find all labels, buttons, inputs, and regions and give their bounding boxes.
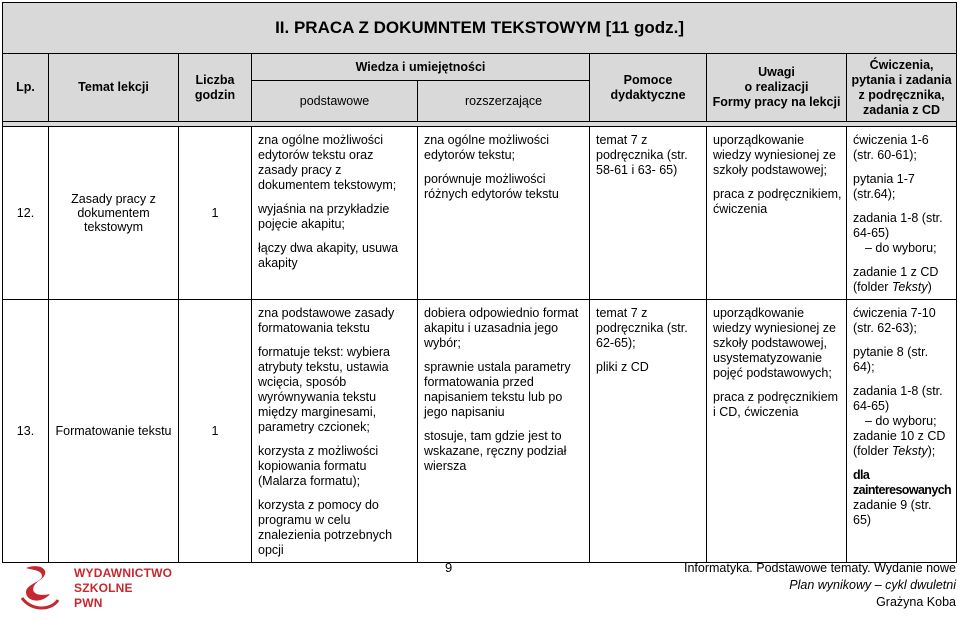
list-item: zna ogólne możliwości edytorów tekstu oraz zasady pracy z dokumentem tekstowym; — [258, 133, 397, 192]
lesson-plan-table — [2, 2, 957, 563]
list-item: ćwiczenia 1-6 (str. 60-61); — [853, 133, 929, 162]
list-item: zna podstawowe zasady formatowania tekstu — [258, 306, 395, 335]
list-item: pliki z CD — [596, 360, 649, 374]
list-item: zadania 1-8 (str. 64-65) — [853, 384, 943, 413]
list-item: łączy dwa akapity, usuwa akapity — [258, 241, 399, 270]
list-item: uporządkowanie wiedzy wyniesionej ze szkoły podstawowej; — [713, 133, 836, 177]
list-item: stosuje, tam gdzie jest to wskazane, ręczny podział wiersza — [424, 429, 567, 473]
header-pomoce: Pomoce dydaktyczne — [590, 54, 707, 122]
closing-paren: ) — [927, 280, 932, 294]
cd-task-text: zadanie 10 z CD (folder — [853, 429, 946, 458]
row-rozszerzajace — [418, 127, 590, 300]
list-item: dla zainteresowanych — [853, 468, 952, 497]
list-item: praca z podręcznikiem i CD, ćwiczenia — [713, 390, 839, 419]
header-formy: Formy pracy na lekcji — [712, 95, 841, 109]
logo-line-2: SZKOLNE — [74, 581, 133, 595]
publisher-logo — [12, 558, 173, 618]
header-temat: Temat lekcji — [49, 54, 179, 122]
row-liczba: 1 — [179, 127, 252, 300]
list-item: korzysta z pomocy do programu w celu znalezienia potrzebnych opcji — [258, 498, 393, 557]
list-item: temat 7 z podręcznika (str. 58-61 i 63- 65) — [596, 133, 688, 177]
row-pomoce — [590, 300, 707, 563]
page-number: 9 — [445, 560, 453, 575]
header-podstawowe: podstawowe — [252, 81, 418, 122]
publisher-logo-mark — [12, 558, 68, 618]
header-cwiczenia: Ćwiczenia, pytania i zadania z podręcznika, zadania z CD — [847, 54, 957, 122]
row-rozszerzajace — [418, 300, 590, 563]
header-rozszerzajace: rozszerzające — [418, 81, 590, 122]
folder-name: Teksty — [891, 280, 928, 294]
list-item: dobiera odpowiednio format akapitu i uzasadnia jego wybór; — [424, 306, 579, 350]
list-item: sprawnie ustala parametry formatowania przed napisaniem tekstu lub po jego napisaniu — [424, 360, 571, 419]
list-item: praca z podręcznikiem, ćwiczenia — [713, 187, 842, 216]
row-uwagi — [707, 127, 847, 300]
header-liczba: Liczba godzin — [179, 54, 252, 122]
publisher-logo-text — [74, 566, 172, 611]
logo-line-1: WYDAWNICTWO — [74, 566, 173, 580]
list-item: formatuje tekst: wybiera atrybuty tekstu, ustawia wcięcia, sposób wyrównywania tekstu między marginesami, parametry czcionek; — [258, 345, 390, 434]
list-item: – do wyboru; — [865, 241, 937, 255]
row-podstawowe — [252, 300, 418, 563]
table-row — [3, 127, 957, 300]
folder-name: Teksty — [891, 444, 928, 458]
row-lp: 12. — [3, 127, 49, 300]
row-cwiczenia — [847, 300, 957, 563]
row-podstawowe — [252, 127, 418, 300]
cd-task-text: zadanie 1 z CD (folder — [853, 265, 939, 294]
list-item: korzysta z możliwości kopiowania formatu (Malarza formatu); — [258, 444, 379, 488]
row-liczba: 1 — [179, 300, 252, 563]
section-title: II. PRACA Z DOKUMNTEM TEKSTOWYM [11 godz.] — [3, 3, 957, 54]
header-wiedza: Wiedza i umiejętności — [252, 54, 590, 81]
list-item: zadanie 9 (str. 65) — [853, 498, 932, 527]
list-item: porównuje możliwości różnych edytorów tekstu — [424, 172, 559, 201]
list-item: pytanie 8 (str. 64); — [853, 345, 929, 374]
row-lp: 13. — [3, 300, 49, 563]
list-item: zadania 1-8 (str. 64-65) — [853, 211, 943, 240]
list-item: wyjaśnia na przykładzie pojęcie akapitu; — [258, 202, 390, 231]
footer-line-3: Grażyna Koba — [876, 595, 956, 609]
footer-line-2: Plan wynikowy – cykl dwuletni — [789, 578, 956, 592]
header-uwagi-1: Uwagi — [758, 65, 795, 79]
list-item: zna ogólne możliwości edytorów tekstu; — [424, 133, 550, 162]
row-cwiczenia — [847, 127, 957, 300]
footer-line-1: Informatyka. Podstawowe tematy. Wydanie nowe — [683, 561, 956, 575]
header-uwagi — [707, 54, 847, 122]
header-uwagi-2: o realizacji — [744, 80, 809, 94]
list-item: – do wyboru; — [865, 414, 937, 428]
row-pomoce — [590, 127, 707, 300]
row-temat: Formatowanie tekstu — [49, 300, 179, 563]
list-item — [853, 265, 952, 295]
list-item: temat 7 z podręcznika (str. 62-65); — [596, 306, 688, 350]
row-uwagi — [707, 300, 847, 563]
header-lp: Lp. — [3, 54, 49, 122]
table-row — [3, 300, 957, 563]
list-item: ćwiczenia 7-10 (str. 62-63); — [853, 306, 936, 335]
list-item: pytania 1-7 (str.64); — [853, 172, 915, 201]
list-item — [853, 429, 952, 459]
logo-line-3: PWN — [74, 596, 103, 610]
footer-info — [684, 560, 956, 611]
row-temat: Zasady pracy z dokumentem tekstowym — [49, 127, 179, 300]
closing-paren: ); — [927, 444, 936, 458]
list-item: uporządkowanie wiedzy wyniesionej ze szkoły podstawowej, usystematyzowanie pojęć podstawowych; — [713, 306, 836, 380]
